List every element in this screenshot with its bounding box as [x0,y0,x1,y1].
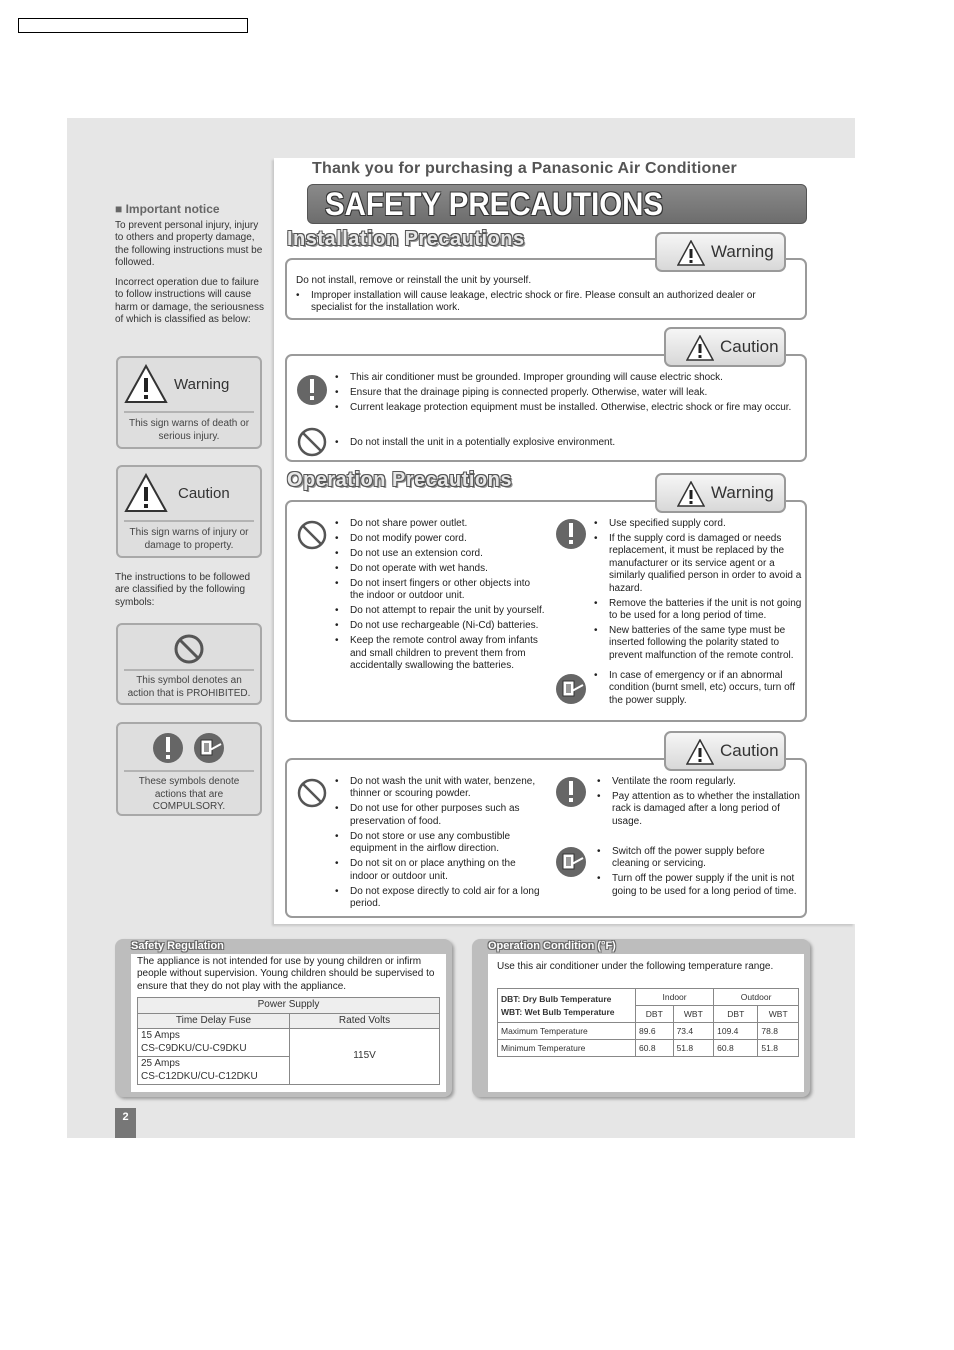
caution-legend-box [116,465,262,558]
table-cell: 89.6 [636,1023,674,1040]
tab-label: Warning [711,483,774,502]
safety-regulation-panel [115,939,452,1097]
operation-caution-prohibited-list [335,776,545,913]
installation-section-title: Installation Precautions [287,228,525,250]
table-cell: 51.8 [673,1040,714,1057]
table-cell: 78.8 [758,1023,799,1040]
installation-warning-tab [655,232,786,272]
unplug-icon [555,846,587,878]
warning-legend-label: Warning [174,376,230,393]
warning-triangle-icon [677,481,703,505]
list-item: • Do not modify power cord. [335,533,545,545]
list-item: • Do not install the unit in a potentially explosive environment. [335,437,795,449]
installation-warning-line: Do not install, remove or reinstall the unit by yourself. [296,275,532,286]
operation-caution-box [285,758,807,918]
header-box [18,18,248,33]
list-item: • Do not use an extension cord. [335,548,545,560]
list-item: • Do not store or use any combustible equipment in the airflow direction. [335,831,545,856]
row-label: Maximum Temperature [498,1023,636,1040]
caution-triangle-icon [686,739,712,763]
prohibited-icon [296,519,328,551]
rated-volts-cell: 115V [290,1029,440,1085]
list-item: • Remove the batteries if the unit is not going to be used for a long period of time. [594,598,804,623]
unplug-icon [192,732,226,769]
operation-condition-text: Use this air conditioner under the following temperature range. [497,961,774,972]
power-supply-header: Power Supply [138,998,440,1014]
wbt-header: WBT [758,1006,799,1023]
compulsory-legend-caption: These symbols denote actions that are COMPULSORY. [138,776,240,812]
fuse-amps: 25 Amps [141,1058,180,1069]
unplug-icon [555,673,587,705]
operation-warning-unplug-list [594,670,804,710]
table-cell: 51.8 [758,1040,799,1057]
operation-warning-prohibited-list [335,518,545,675]
compulsory-legend-box [116,722,262,816]
list-item: • Do not wash the unit with water, benzene, thinner or scouring powder. [335,776,545,801]
installation-caution-prohibited-list [335,437,795,452]
indoor-header: Indoor [636,989,714,1006]
list-item: • Do not expose directly to cold air for a long period. [335,886,545,911]
table-row [498,1040,799,1057]
list-item: • Ensure that the drainage piping is connected properly. Otherwise, water will leak. [335,387,795,399]
row-label: Minimum Temperature [498,1040,636,1057]
prohibited-icon [173,633,205,670]
caution-legend-caption: This sign warns of injury or damage to property. [129,527,249,551]
list-item: • Current leakage protection equipment must be installed. Otherwise, electric shock or fire may occur. [335,402,795,414]
installation-caution-tab [664,327,786,367]
list-item: • In case of emergency or if an abnormal condition (burnt smell, etc) occurs, turn off the power supply. [594,670,804,707]
list-item: • Do not share power outlet. [335,518,545,530]
prohibited-legend-box [116,623,262,705]
list-item: • If the supply cord is damaged or needs replacement, it must be replaced by the manufacturer or its service agent or a similarly qualified person in order to avoid a hazard. [594,533,804,595]
divider [124,770,254,772]
table-cell: 60.8 [714,1040,758,1057]
power-supply-table [137,997,440,1085]
prohibited-icon [296,777,328,809]
fuse-column-header: Time Delay Fuse [138,1013,290,1029]
operation-caution-compulsory-list [597,776,803,831]
list-item: • Do not use rechargeable (Ni-Cd) batteries. [335,620,545,632]
temperature-table [497,988,799,1057]
operation-condition-content [488,954,804,1092]
operation-section-title: Operation Precautions [287,469,512,491]
volts-column-header: Rated Volts [290,1013,440,1029]
symbols-paragraph: The instructions to be followed are classified by the following symbols: [115,572,251,608]
page-number: 2 [115,1108,136,1138]
operation-caution-unplug-list [597,846,803,901]
exclamation-icon [151,732,185,769]
operation-warning-box [285,500,807,722]
installation-caution-box [285,354,807,462]
notice-paragraph-1: To prevent personal injury, injury to others and property damage, the following instructions must be followed. [115,220,263,268]
caution-triangle-icon [124,473,168,518]
important-notice-title: ■ Important notice [115,202,220,216]
list-item: • Do not attempt to repair the unit by yourself. [335,605,545,617]
table-cell: 60.8 [636,1040,674,1057]
warning-triangle-icon [677,240,703,264]
wbt-header: WBT [673,1006,714,1023]
list-item: • Use specified supply cord. [594,518,804,530]
legend-cell [498,989,636,1023]
list-item: • Do not sit on or place anything on the indoor or outdoor unit. [335,858,545,883]
table-cell [138,1029,290,1057]
exclamation-icon [555,776,587,808]
model-number: CS-C12DKU/CU-C12DKU [141,1070,258,1082]
list-item: • Pay attention as to whether the installation rack is damaged after a long period of usage. [597,791,803,828]
prohibited-icon [296,426,328,458]
table-cell [138,1057,290,1085]
operation-caution-tab [664,731,786,771]
dbt-legend: DBT: Dry Bulb Temperature [501,994,612,1004]
prohibited-legend-caption: This symbol denotes an action that is PROHIBITED. [127,675,251,699]
safety-regulation-title: Safety Regulation [131,940,224,952]
caution-triangle-icon [686,335,712,359]
list-item: • Ventilate the room regularly. [597,776,803,788]
fuse-amps: 15 Amps [141,1030,180,1041]
warning-legend-caption: This sign warns of death or serious injury. [128,418,250,442]
divider [124,520,254,522]
wbt-legend: WBT: Wet Bulb Temperature [501,1006,615,1017]
exclamation-icon [296,374,328,406]
outdoor-header: Outdoor [714,989,799,1006]
list-item: • New batteries of the same type must be inserted following the polarity stated to prevent malfunction of the remote control. [594,625,804,662]
list-item: • Do not use for other purposes such as preservation of food. [335,803,545,828]
list-item: • Turn off the power supply if the unit is not going to be used for a long period of time. [597,873,803,898]
notice-paragraph-2: Incorrect operation due to failure to follow instructions will cause harm or damage, the seriousness of which is classified as below: [115,277,264,325]
dbt-header: DBT [636,1006,674,1023]
thanks-heading: Thank you for purchasing a Panasonic Air Conditioner [312,160,737,177]
safety-regulation-text: The appliance is not intended for use by young children or infirm people without supervision. Young children should be supervised to ensure that they do not play with the appliance. [137,956,435,992]
list-item: • This air conditioner must be grounded. Improper grounding will cause electric shock. [335,372,795,384]
warning-triangle-icon [124,364,168,409]
list-item: • Improper installation will cause leakage, electric shock or fire. Please consult an authorized dealer or specialist for the installation work. [296,290,796,315]
model-number: CS-C9DKU/CU-C9DKU [141,1042,247,1054]
tab-label: Warning [711,242,774,261]
divider [124,411,254,413]
warning-legend-box [116,356,262,449]
divider [124,669,254,671]
operation-warning-tab [655,473,786,513]
dbt-header: DBT [714,1006,758,1023]
table-row [498,1023,799,1040]
installation-warning-list [296,290,796,317]
tab-label: Caution [720,337,779,356]
installation-caution-compulsory-list [335,372,795,417]
list-item: • Do not operate with wet hands. [335,563,545,575]
table-cell: 109.4 [714,1023,758,1040]
operation-condition-title: Operation Condition (°F) [488,940,616,952]
table-cell: 73.4 [673,1023,714,1040]
safety-regulation-content [131,954,446,1092]
tab-label: Caution [720,741,779,760]
list-item: • Switch off the power supply before cleaning or servicing. [597,846,803,871]
page-title: SAFETY PRECAUTIONS [325,186,664,222]
operation-condition-panel [472,939,810,1097]
exclamation-icon [555,518,587,550]
operation-warning-compulsory-list [594,518,804,665]
list-item: • Do not insert fingers or other objects into the indoor or outdoor unit. [335,578,545,603]
caution-legend-label: Caution [178,485,230,502]
list-item: • Keep the remote control away from infants and small children to prevent them from accidentally swallowing the batteries. [335,635,545,672]
